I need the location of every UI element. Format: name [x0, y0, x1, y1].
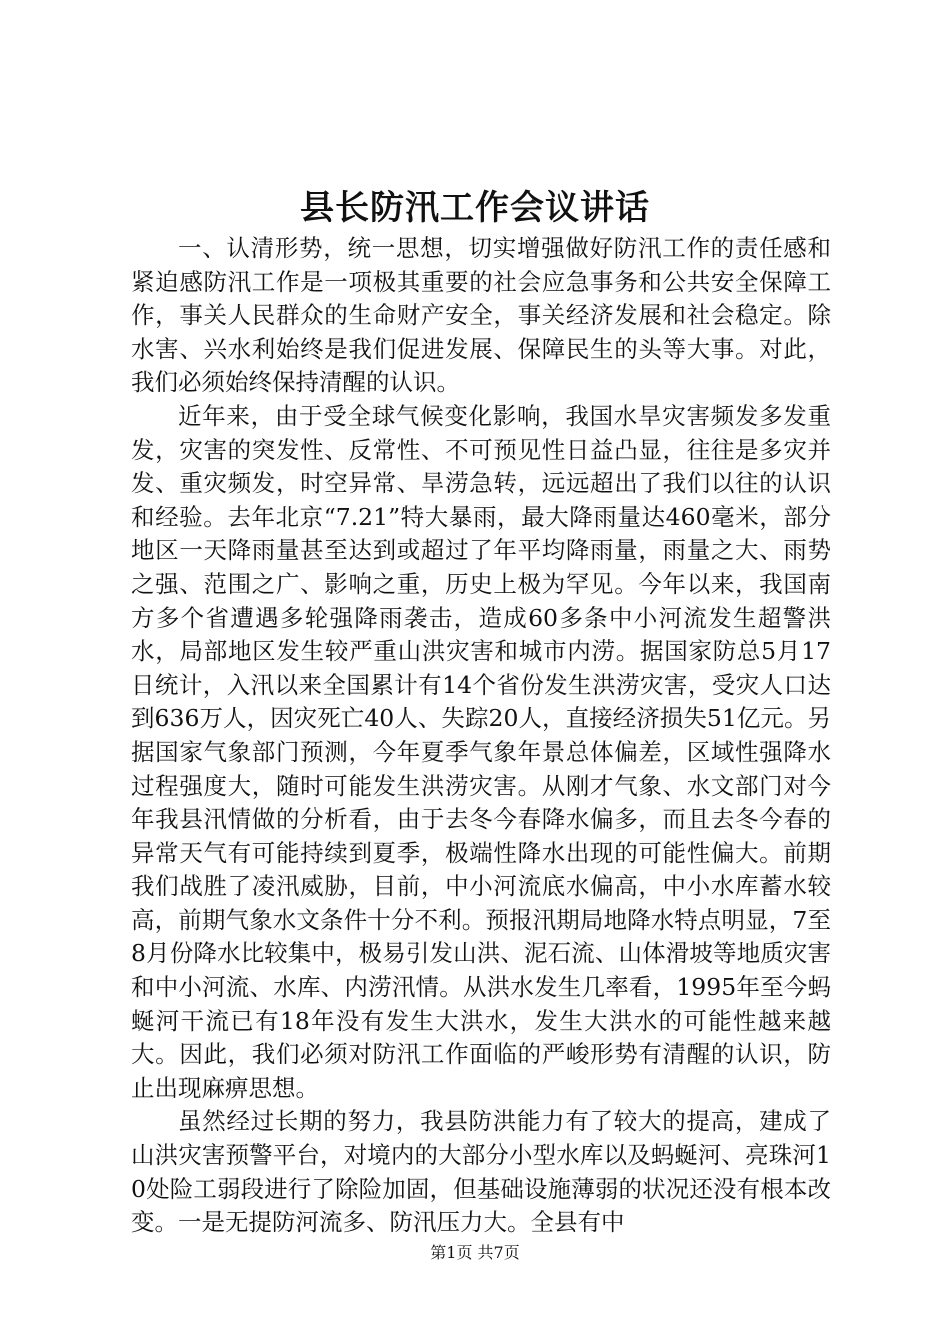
paragraph-1: 一、认清形势，统一思想，切实增强做好防汛工作的责任感和紧迫感防汛工作是一项极其重要的社会应急事务和公共安全保障工作，事关人民群众的生命财产安全，事关经济发展和社会稳定。除水害、兴水利始终是我们促进发展、保障民生的头等大事。对此，我们必须始终保持清醒的认识。 [131, 234, 831, 397]
page-footer: 第1页 共7页 [430, 1243, 520, 1262]
document-title: 县长防汛工作会议讲话 [300, 188, 650, 228]
paragraph-2: 近年来，由于受全球气候变化影响，我国水旱灾害频发多发重发，灾害的突发性、反常性、不可预见性日益凸显，往往是多灾并发、重灾频发，时空异常、旱涝急转，远远超出了我们以往的认识和经验。去年北京“7.21”特大暴雨，最大降雨量达460毫米，部分地区一天降雨量甚至达到或超过了年平均降雨量，雨量之大、雨势之强、范围之广、影响之重，历史上极为罕见。今年以来，我国南方多个省遭遇多轮强降雨袭击，造成60多条中小河流发生超警洪水，局部地区发生较严重山洪灾害和城市内涝。据国家防总5月17日统计，入汛以来全国累计有14个省份发生洪涝灾害，受灾人口达到636万人，因灾死亡40人、失踪20人，直接经济损失51亿元。另据国家气象部门预测，今年夏季气象年景总体偏差，区域性强降水过程强度大，随时可能发生洪涝灾害。从刚才气象、水文部门对今年我县汛情做的分析看，由于去冬今春降水偏多，而且去冬今春的异常天气有可能持续到夏季，极端性降水出现的可能性偏大。前期我们战胜了凌汛威胁，目前，中小河流底水偏高，中小水库蓄水较高，前期气象水文条件十分不利。预报汛期局地降水特点明显，7至8月份降水比较集中，极易引发山洪、泥石流、山体滑坡等地质灾害和中小河流、水库、内涝汛情。从洪水发生几率看，1995年至今蚂蜒河干流已有18年没有发生大洪水，发生大洪水的可能性越来越大。因此，我们必须对防汛工作面临的严峻形势有清醒的认识，防止出现麻痹思想。 [131, 401, 831, 1102]
paragraph-3: 虽然经过长期的努力，我县防洪能力有了较大的提高，建成了山洪灾害预警平台，对境内的大部分小型水库以及蚂蜒河、亮珠河10处险工弱段进行了除险加固，但基础设施薄弱的状况还没有根本改变。一是无提防河流多、防汛压力大。全县有中 [131, 1107, 831, 1237]
document-body [131, 232, 831, 1240]
